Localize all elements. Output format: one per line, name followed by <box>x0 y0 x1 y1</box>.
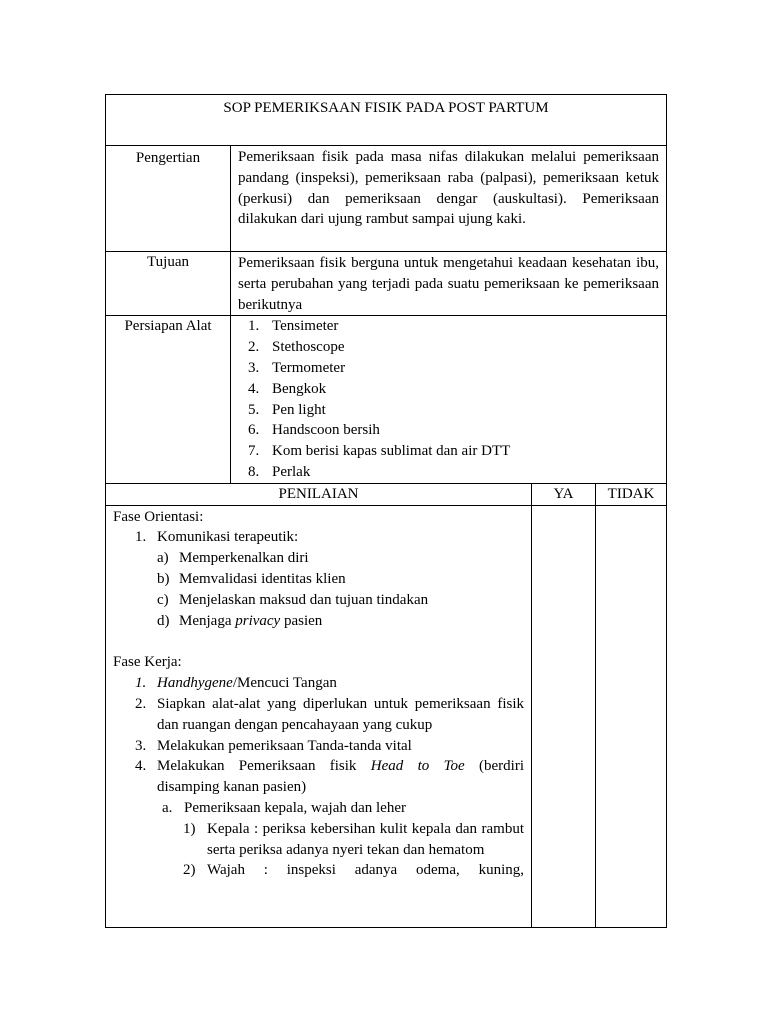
ya-column-cell <box>532 505 596 927</box>
tujuan-label: Tujuan <box>106 252 231 316</box>
assessment-steps-cell <box>106 505 532 927</box>
kerja-sub-sub-item: 1) Kepala : periksa kebersihan kulit kepala dan rambut serta periksa adanya nyeri tekan dan hematom <box>183 820 524 858</box>
kerja-item: 2. Siapkan alat-alat yang diperlukan untuk pemeriksaan fisik dan ruangan dengan pencahayaan yang cukup <box>135 695 524 733</box>
sop-table <box>105 94 667 928</box>
tidak-header: TIDAK <box>596 483 667 505</box>
tool-item: 5. Pen light <box>248 401 326 418</box>
penilaian-header: PENILAIAN <box>106 483 532 505</box>
kerja-item: 3. Melakukan pemeriksaan Tanda-tanda vital <box>135 737 412 754</box>
tidak-column-cell <box>596 505 667 927</box>
tool-item: 8. Perlak <box>248 463 311 480</box>
persiapan-label: Persiapan Alat <box>106 316 231 483</box>
orientasi-sub-item: b) Memvalidasi identitas klien <box>157 570 346 587</box>
ya-header: YA <box>532 483 596 505</box>
orientasi-sub-item: c) Menjelaskan maksud dan tujuan tindakan <box>157 591 429 608</box>
tool-item: 6. Handscoon bersih <box>248 422 380 439</box>
tool-item: 3. Termometer <box>248 359 346 376</box>
tool-item: 1. Tensimeter <box>248 318 339 335</box>
kerja-item: 4. Melakukan Pemeriksaan fisik Head to Toe (berdiri disamping kanan pasien) <box>135 758 525 796</box>
persiapan-list-cell <box>231 316 667 483</box>
kerja-item: 1. Handhygene/Mencuci Tangan <box>135 675 337 692</box>
document-title: SOP PEMERIKSAAN FISIK PADA POST PARTUM <box>106 95 667 146</box>
tool-item: 7. Kom berisi kapas sublimat dan air DTT <box>248 443 511 460</box>
tool-item: 2. Stethoscope <box>248 339 345 356</box>
tools-list <box>231 316 666 482</box>
orientasi-heading: Fase Orientasi: <box>113 508 204 525</box>
orientasi-sub-item: d) Menjaga privacy pasien <box>157 612 323 629</box>
kerja-sub-sub-item: 2) Wajah : inspeksi adanya odema, kuning, <box>183 862 524 879</box>
kerja-heading: Fase Kerja: <box>113 654 182 671</box>
kerja-sub-item: a. Pemeriksaan kepala, wajah dan leher <box>162 799 406 816</box>
tujuan-text: Pemeriksaan fisik berguna untuk mengetahui keadaan kesehatan ibu, serta perubahan yang terjadi pada suatu pemeriksaan ke pemeriksaan berikutnya <box>231 252 667 316</box>
orientasi-sub-item: a) Memperkenalkan diri <box>157 550 309 567</box>
pengertian-text: Pemeriksaan fisik pada masa nifas dilakukan melalui pemeriksaan pandang (inspeksi), pemeriksaan raba (palpasi), pemeriksaan ketuk (perkusi) dan pemeriksaan dengar (auskultasi). Pemeriksaan dilakukan dari ujung rambut sampai ujung kaki. <box>231 146 667 252</box>
tool-item: 4. Bengkok <box>248 380 327 397</box>
pengertian-label: Pengertian <box>106 146 231 252</box>
orientasi-item: 1. Komunikasi terapeutik: <box>135 529 299 546</box>
